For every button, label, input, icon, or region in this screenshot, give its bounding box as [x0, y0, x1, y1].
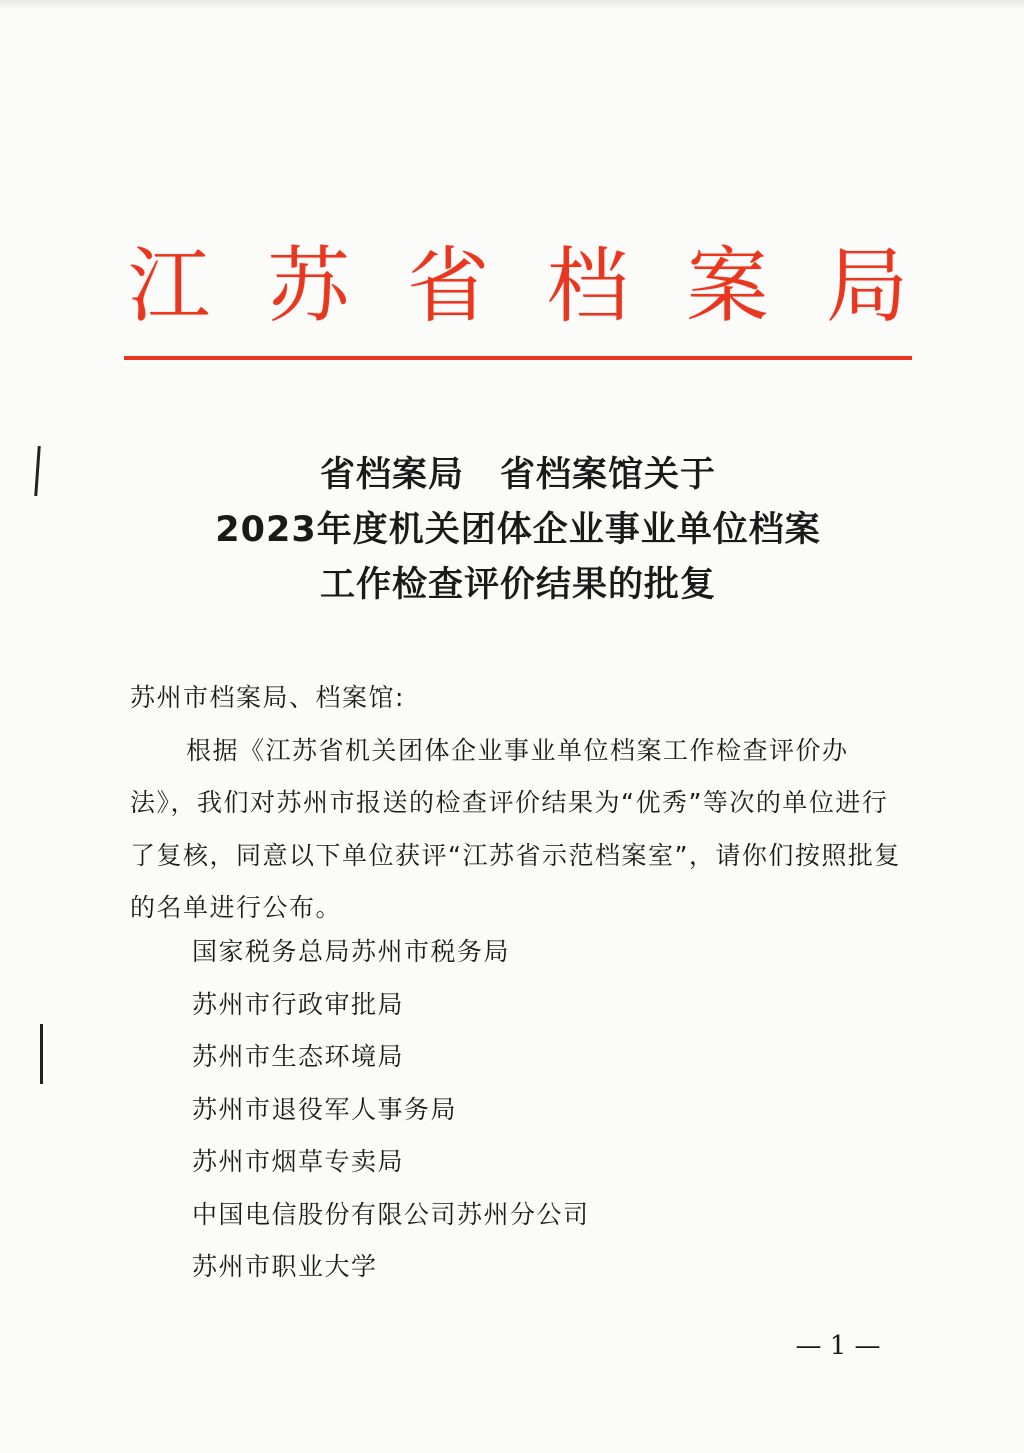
title-line-1: 省档案局 省档案馆关于 [319, 455, 716, 495]
list-item: 中国电信股份有限公司苏州分公司 [192, 1199, 590, 1229]
list-item: 苏州市生态环境局 [192, 1042, 405, 1071]
body-paragraph: 根据《江苏省机关团体企业事业单位档案工作检查评价办法》，我们对苏州市报送的检查评价结果为“优秀”等次的单位进行了复核，同意以下单位获评“江苏省示范档案室”，请你们按照批复的名单进行公布。 [130, 735, 901, 922]
title-line-3: 工作检查评价结果的批复 [319, 565, 716, 605]
document-body [130, 672, 910, 935]
header-char: 局 [825, 239, 908, 334]
approved-units-list [192, 926, 590, 1294]
header-char: 江 [128, 239, 211, 334]
list-item: 国家税务总局苏州市税务局 [192, 937, 511, 966]
binding-mark [40, 1024, 43, 1084]
salutation: 苏州市档案局、档案馆: [130, 683, 405, 712]
red-divider-line [124, 356, 912, 360]
list-item: 苏州市烟草专卖局 [192, 1147, 405, 1176]
header-char: 苏 [267, 239, 350, 334]
header-char: 档 [546, 239, 629, 334]
issuer-header [128, 232, 908, 342]
header-char: 案 [686, 239, 769, 334]
list-item: 苏州市退役军人事务局 [192, 1094, 458, 1124]
page-top-edge [0, 0, 1024, 10]
page-number: — 1 — [795, 1331, 881, 1361]
list-item: 苏州市行政审批局 [192, 989, 405, 1019]
list-item: 苏州市职业大学 [192, 1252, 378, 1281]
binding-mark [34, 446, 40, 496]
title-line-2: 2023年度机关团体企业事业单位档案 [215, 510, 821, 550]
document-title [100, 448, 936, 613]
header-char: 省 [407, 239, 490, 334]
